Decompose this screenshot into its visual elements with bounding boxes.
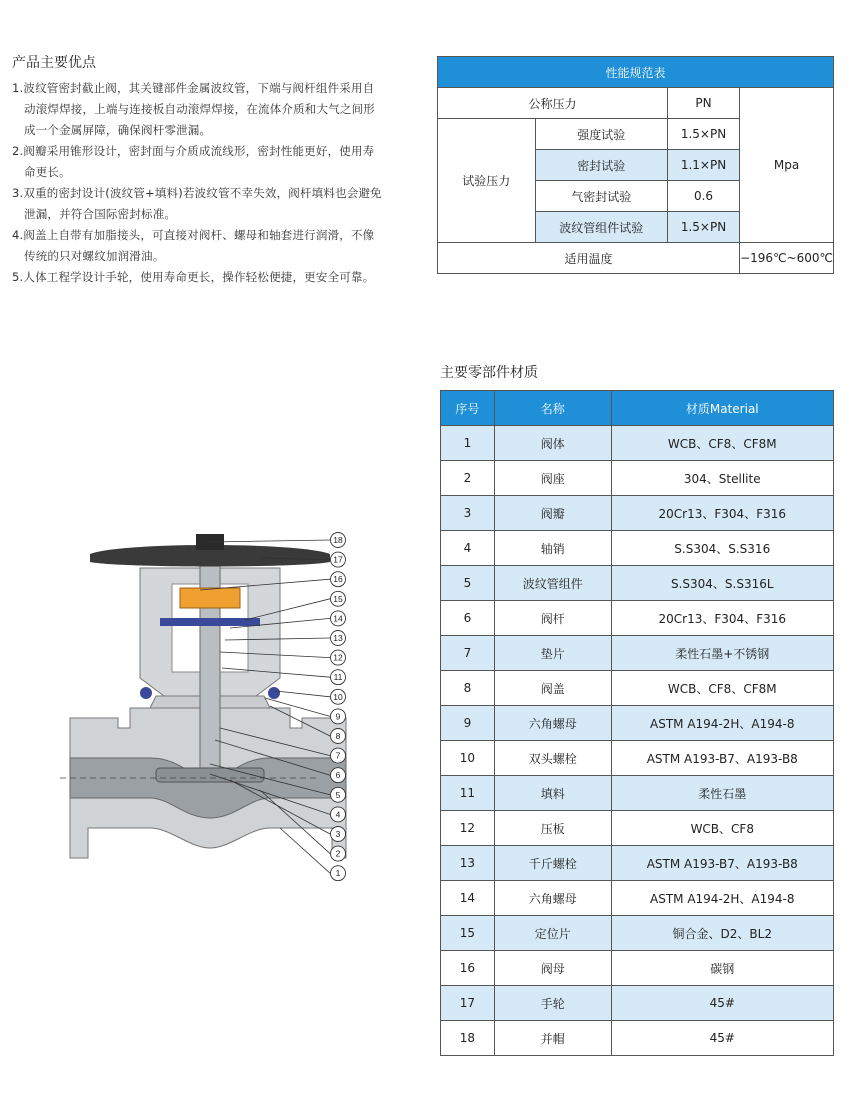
row-part-name: 填料	[494, 776, 611, 811]
row-material: 304、Stellite	[611, 461, 833, 496]
row-part-name: 阀体	[494, 426, 611, 461]
row-index: 5	[441, 566, 495, 601]
table-row	[441, 776, 834, 811]
callout-leader-line	[276, 691, 330, 697]
row-material: 柔性石墨+不锈钢	[611, 636, 833, 671]
row-material: 碳钢	[611, 951, 833, 986]
row-index: 4	[441, 531, 495, 566]
callout-number: 9	[335, 711, 341, 722]
row-part-name: 阀瓣	[494, 496, 611, 531]
callout-number: 4	[335, 809, 341, 820]
row-index: 1	[441, 426, 495, 461]
row-material: 45#	[611, 986, 833, 1021]
advantage-item: 3.双重的密封设计(波纹管+填料)若波纹管不幸失效，阀杆填料也会避免泄漏，并符合国际密封标准。	[12, 186, 382, 221]
callout-number: 13	[333, 633, 343, 643]
callout-number: 7	[335, 750, 341, 761]
table-row	[441, 636, 834, 671]
row-index: 10	[441, 741, 495, 776]
callout-number: 6	[335, 770, 341, 781]
callout-number: 3	[335, 829, 341, 839]
row-part-name: 定位片	[494, 916, 611, 951]
row-index: 2	[441, 461, 495, 496]
row-part-name: 垫片	[494, 636, 611, 671]
table-row	[441, 496, 834, 531]
callout-number: 1	[335, 868, 341, 879]
test-pressure-label: 试验压力	[438, 119, 536, 243]
table-row	[441, 706, 834, 741]
handwheel-shape	[90, 534, 330, 567]
callout-number: 14	[333, 613, 343, 624]
row-material: WCB、CF8、CF8M	[611, 671, 833, 706]
nominal-pressure-label: 公称压力	[438, 88, 668, 119]
row-material: WCB、CF8	[611, 811, 833, 846]
row-part-name: 阀盖	[494, 671, 611, 706]
test-value: 1.1×PN	[667, 150, 739, 181]
spec-table-title: 性能规范表	[438, 57, 834, 88]
row-index: 16	[441, 951, 495, 986]
callout-number: 16	[333, 574, 343, 585]
advantage-item: 2.阀瓣采用锥形设计，密封面与介质成流线形，密封性能更好，使用寿命更长。	[12, 144, 375, 179]
test-value: 0.6	[667, 181, 739, 212]
table-row	[441, 531, 834, 566]
table-row	[441, 811, 834, 846]
row-material: S.S304、S.S316	[611, 531, 833, 566]
callout-leader-line	[280, 828, 330, 873]
table-row	[441, 426, 834, 461]
advantage-item: 5.人体工程学设计手轮，使用寿命更长，操作轻松便捷，更安全可靠。	[12, 270, 375, 284]
table-row	[441, 671, 834, 706]
row-part-name: 六角螺母	[494, 706, 611, 741]
test-name: 波纹管组件试验	[535, 212, 667, 243]
test-value: 1.5×PN	[667, 212, 739, 243]
table-row	[441, 846, 834, 881]
materials-body	[441, 426, 834, 1056]
test-value: 1.5×PN	[667, 119, 739, 150]
row-material: ASTM A194-2H、A194-8	[611, 881, 833, 916]
row-index: 8	[441, 671, 495, 706]
table-row	[441, 951, 834, 986]
spec-table	[437, 56, 834, 274]
callout-number: 10	[333, 691, 343, 702]
callout-number: 2	[335, 848, 341, 859]
unit-cell: Mpa	[740, 88, 834, 243]
row-part-name: 阀杆	[494, 601, 611, 636]
callout-leader-line	[210, 540, 330, 542]
callout-number: 8	[335, 731, 341, 741]
valve-body-shape	[70, 548, 346, 858]
callout-number: 15	[333, 593, 343, 604]
row-index: 11	[441, 776, 495, 811]
callout-number: 17	[333, 554, 343, 565]
advantages-section	[12, 52, 382, 288]
row-index: 13	[441, 846, 495, 881]
row-material: ASTM A193-B7、A193-B8	[611, 846, 833, 881]
row-part-name: 并帽	[494, 1021, 611, 1056]
table-row	[441, 601, 834, 636]
col-header-name: 名称	[494, 391, 611, 426]
valve-cross-section-diagram	[60, 528, 360, 888]
row-part-name: 压板	[494, 811, 611, 846]
row-material: 20Cr13、F304、F316	[611, 496, 833, 531]
row-part-name: 轴销	[494, 531, 611, 566]
materials-table	[440, 390, 834, 1056]
test-name: 强度试验	[535, 119, 667, 150]
col-header-index: 序号	[441, 391, 495, 426]
temperature-value: −196℃~600℃	[740, 243, 834, 274]
table-row	[441, 986, 834, 1021]
callout-number: 5	[335, 789, 341, 800]
col-header-material: 材质Material	[611, 391, 833, 426]
row-index: 3	[441, 496, 495, 531]
table-row	[441, 566, 834, 601]
row-material: 45#	[611, 1021, 833, 1056]
row-index: 18	[441, 1021, 495, 1056]
callout-number: 12	[333, 652, 343, 663]
row-index: 6	[441, 601, 495, 636]
row-material: S.S304、S.S316L	[611, 566, 833, 601]
row-part-name: 六角螺母	[494, 881, 611, 916]
table-row	[441, 1021, 834, 1056]
row-index: 14	[441, 881, 495, 916]
row-material: ASTM A193-B7、A193-B8	[611, 741, 833, 776]
advantages-list	[12, 78, 382, 288]
row-material: 铜合金、D2、BL2	[611, 916, 833, 951]
table-row	[441, 916, 834, 951]
row-index: 9	[441, 706, 495, 741]
nominal-pressure-value: PN	[667, 88, 739, 119]
advantage-item: 1.波纹管密封截止阀，其关键部件金属波纹管，下端与阀杆组件采用自动滚焊焊接，上端与连接板自动滚焊焊接，在流体介质和大气之间形成一个金属屏障，确保阀杆零泄漏。	[12, 81, 375, 137]
advantage-item: 4.阀盖上自带有加脂接头，可直接对阀杆、螺母和轴套进行润滑，不像传统的只对螺纹加润滑油。	[12, 228, 375, 263]
row-material: 20Cr13、F304、F316	[611, 601, 833, 636]
test-name: 气密封试验	[535, 181, 667, 212]
row-material: ASTM A194-2H、A194-8	[611, 706, 833, 741]
row-material: 柔性石墨	[611, 776, 833, 811]
row-index: 17	[441, 986, 495, 1021]
row-part-name: 阀母	[494, 951, 611, 986]
callout-number: 11	[333, 672, 343, 683]
row-part-name: 双头螺栓	[494, 741, 611, 776]
row-material: WCB、CF8、CF8M	[611, 426, 833, 461]
callout-number: 18	[333, 535, 343, 545]
row-part-name: 波纹管组件	[494, 566, 611, 601]
temperature-label: 适用温度	[438, 243, 740, 274]
row-index: 12	[441, 811, 495, 846]
row-index: 15	[441, 916, 495, 951]
materials-title: 主要零部件材质	[440, 365, 538, 381]
test-name: 密封试验	[535, 150, 667, 181]
table-row	[441, 461, 834, 496]
advantages-title: 产品主要优点	[12, 55, 96, 71]
row-part-name: 手轮	[494, 986, 611, 1021]
row-index: 7	[441, 636, 495, 671]
row-part-name: 千斤螺栓	[494, 846, 611, 881]
row-part-name: 阀座	[494, 461, 611, 496]
table-row	[441, 741, 834, 776]
table-row	[441, 881, 834, 916]
